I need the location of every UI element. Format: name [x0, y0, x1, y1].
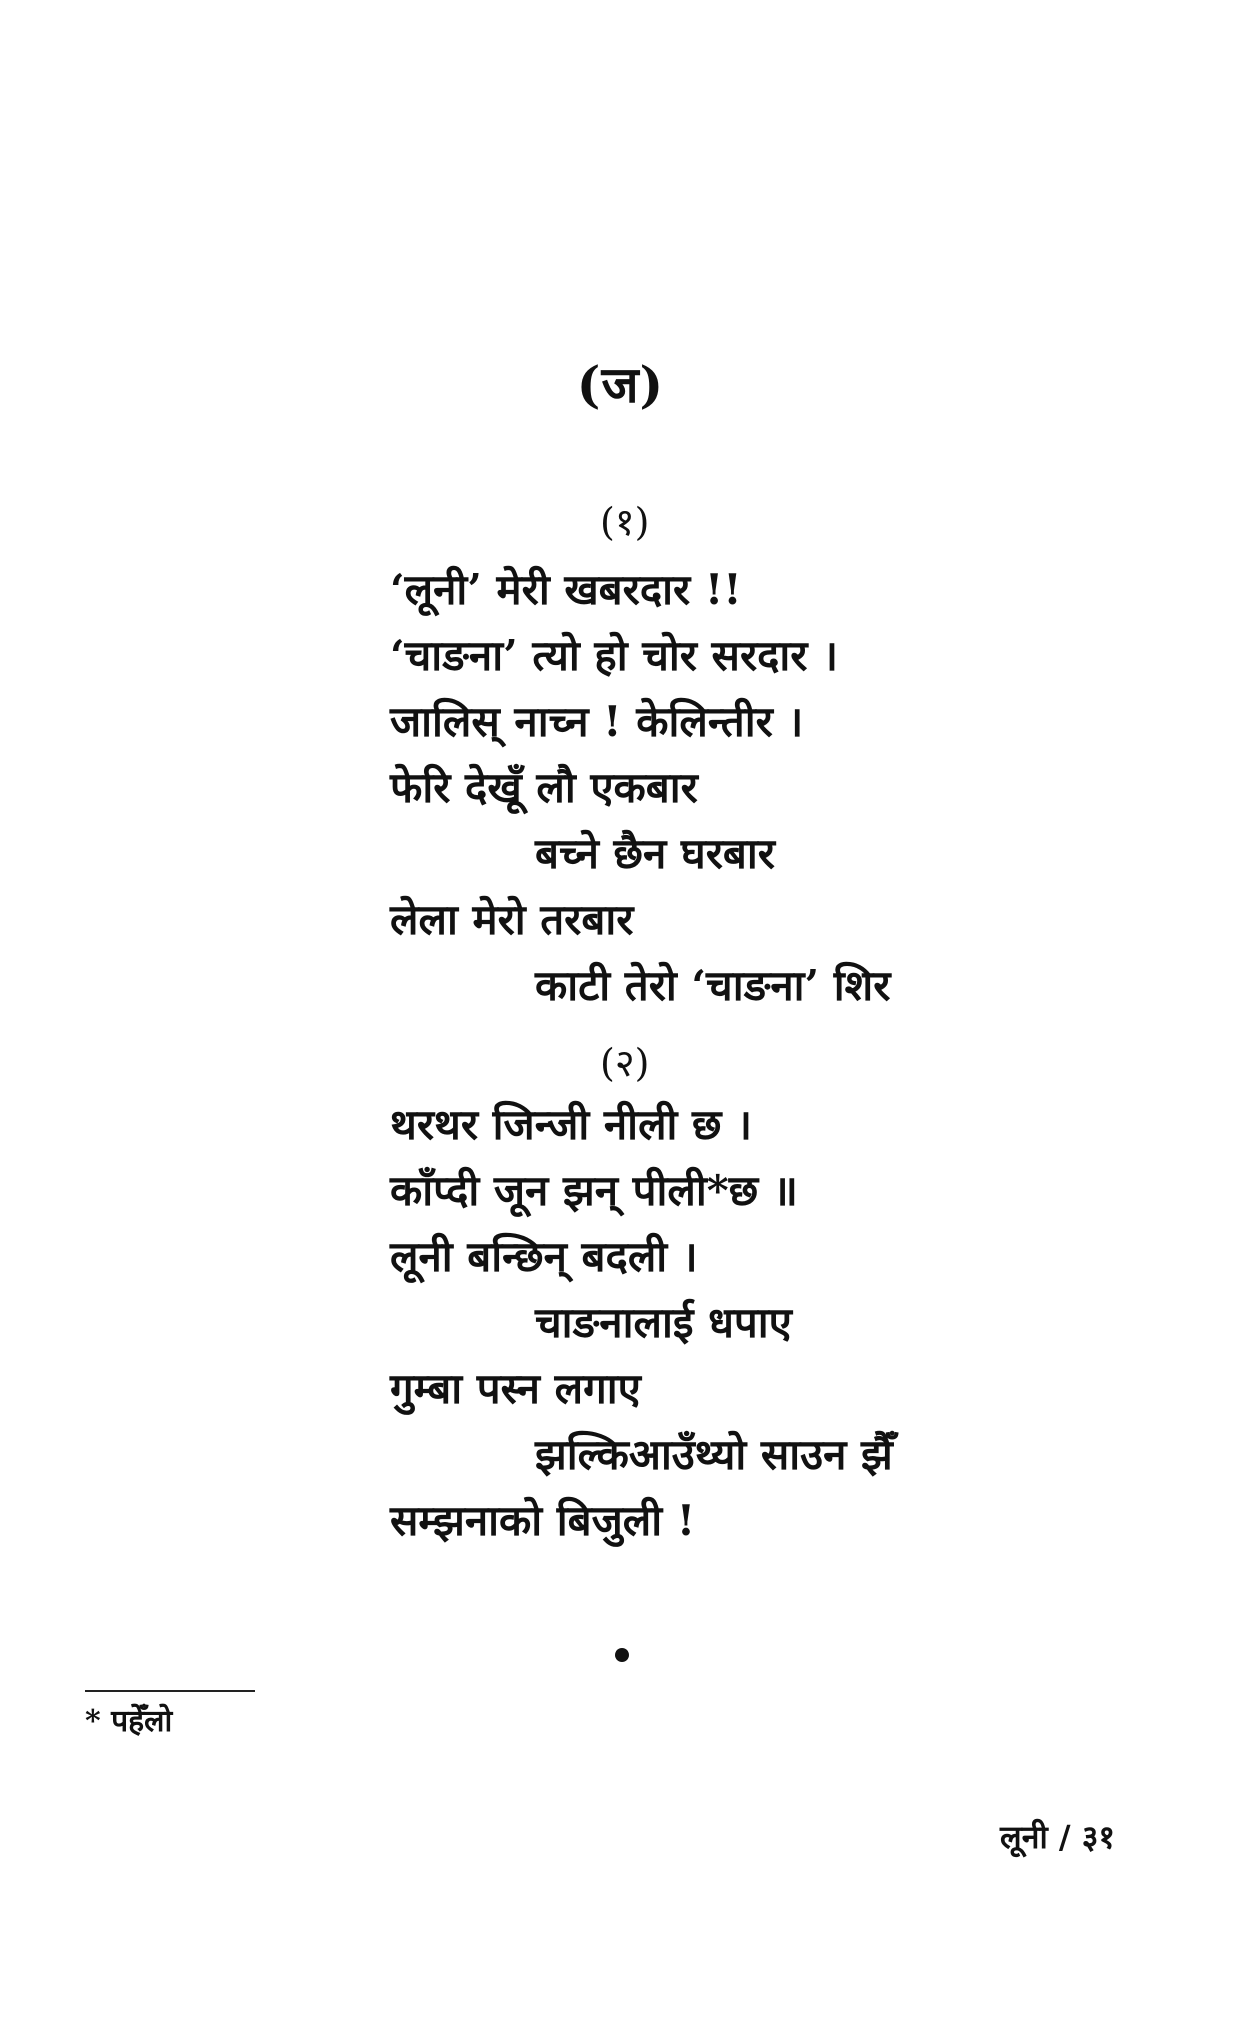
section-title: (ज) [576, 355, 665, 414]
page-footer [1000, 1815, 1115, 1859]
verse-line-indented: बच्ने छैन घरबार [535, 829, 775, 878]
verse-line-indented: काटी तेरो ‘चाङना’ शिर [535, 961, 891, 1010]
verse-line: फेरि देखूँ लौ एकबार [390, 763, 698, 812]
verse-line: लेला मेरो तरबार [390, 895, 634, 944]
stanza-number-2: (२) [600, 1041, 650, 1085]
verse-line: ‘चाङना’ त्यो हो चोर सरदार । [390, 631, 839, 680]
footer-book-title: लूनी [1000, 1818, 1048, 1856]
page-number: ३१ [1081, 1818, 1115, 1856]
verse-line: लूनी बन्छिन् बदली । [390, 1232, 698, 1281]
footnote: * पहेँलो [85, 1704, 173, 1739]
verse-line: काँप्दी जून झन् पीली*छ ॥ [390, 1166, 798, 1215]
verse-line: ‘लूनी’ मेरी खबरदार !! [390, 565, 742, 614]
verse-line: जालिस् नाच्न ! केलिन्तीर । [390, 697, 804, 746]
verse-line-indented: झल्किआउँथ्यो साउन झैँ [535, 1430, 893, 1479]
verse-line: गुम्बा पस्न लगाए [390, 1364, 641, 1413]
verse-line: थरथर जिन्जी नीली छ । [390, 1100, 753, 1149]
footnote-divider [85, 1690, 255, 1692]
stanza-number-1: (१) [600, 500, 650, 544]
verse-line: सम्झनाको बिजुली ! [390, 1496, 696, 1545]
section-end-bullet [615, 1648, 629, 1662]
footer-separator: / [1058, 1818, 1071, 1856]
verse-line-indented: चाङनालाई धपाए [535, 1298, 792, 1347]
